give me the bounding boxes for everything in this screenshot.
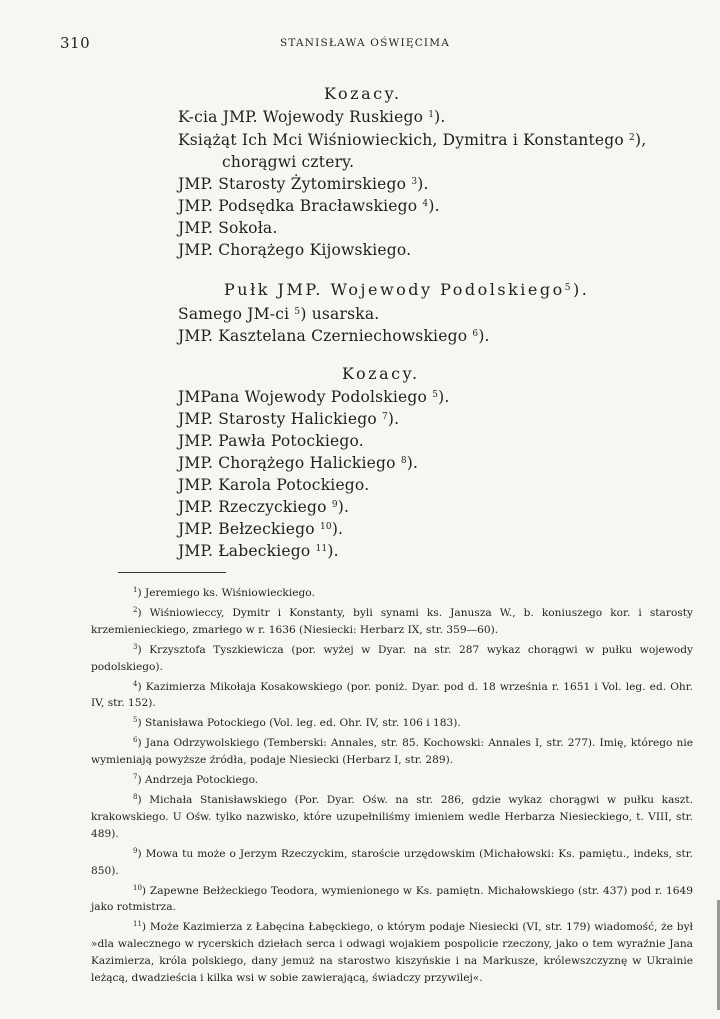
roster-line: K-cia JMP. Wojewody Ruskiego $^1$). bbox=[178, 108, 446, 126]
footnote: $^{10}$) Zapewne Bełżeckiego Teodora, wymienionego w Ks. pamiętn. Michałowskiego (str. 437) pod r. 1649 jako rotmistrza. bbox=[91, 883, 693, 914]
roster-line: JMPana Wojewody Podolskiego $^5$). bbox=[178, 388, 450, 406]
page-header bbox=[60, 34, 670, 54]
section-title: Pułk JMP. Wojewody Podolskiego$^5$). bbox=[224, 280, 590, 299]
roster-line: JMP. Chorążego Kijowskiego. bbox=[178, 241, 412, 259]
footnote: $^5$) Stanisława Potockiego (Vol. leg. ed. Ohr. IV, str. 106 i 183). bbox=[133, 716, 461, 730]
roster-line: JMP. Kasztelana Czerniechowskiego $^6$). bbox=[178, 327, 490, 345]
footnote: $^9$) Mowa tu może o Jerzym Rzeczyckim, staroście urzędowskim (Michałowski: Ks. pamiętu., indeks, str. 850). bbox=[91, 846, 693, 877]
roster-line: JMP. Bełzeckiego $^{10}$). bbox=[178, 520, 344, 538]
footnote: $^{11}$) Może Kazimierza z Łabęcina Łabęckiego, o którym podaje Niesiecki (VI, str. 179) wiadomość, że był »dla walecznego w rycerskich dziełach serca i odwagi wojakiem pospolicie rzeczony, jako o tem wyraźnie Jana Kazimierza, króla polskiego, dany jemuż na starostwo kiszyńskie i na Markusze, królewszczyznę w Ukrainie leżącą, dwadzieścia i kilka wsi w sobie zawierającą, świadczy przywilej«. bbox=[91, 920, 693, 985]
footnote: $^3$) Krzysztofa Tyszkiewicza (por. wyżej w Dyar. na str. 287 wykaz chorągwi w pułku wojewody podolskiego). bbox=[91, 642, 693, 673]
roster-line: JMP. Chorążego Halickiego $^8$). bbox=[178, 454, 419, 472]
footnote: $^4$) Kazimierza Mikołaja Kosakowskiego (por. poniż. Dyar. pod d. 18 września r. 1651 i Vol. leg. ed. Ohr. IV, str. 152). bbox=[91, 679, 693, 710]
footnote: $^1$) Jeremiego ks. Wiśniowieckiego. bbox=[133, 586, 315, 599]
roster-line: JMP. Starosty Żytomirskiego $^3$). bbox=[178, 175, 429, 193]
roster-line: Samego JM-ci $^5$) usarska. bbox=[178, 305, 380, 323]
roster-line: JMP. Rzeczyckiego $^9$). bbox=[178, 498, 350, 516]
roster-line: JMP. Karola Potockiego. bbox=[178, 476, 370, 494]
roster-line: Książąt Ich Mci Wiśniowieckich, Dymitra i Konstantego $^2$), bbox=[178, 131, 647, 149]
page-number: 310 bbox=[60, 34, 91, 52]
footnote: $^2$) Wiśniowieccy, Dymitr i Konstanty, byli synami ks. Janusza W., b. koniuszego kor. i starosty krzemienieckiego, zmarłego w r. 1636 (Niesiecki: Herbarz IX, str. 359—60). bbox=[91, 605, 693, 636]
roster-line: JMP. Podsędka Bracławskiego $^4$). bbox=[178, 197, 440, 215]
section-title: Kozacy. bbox=[342, 364, 420, 383]
footnote: $^6$) Jana Odrzywolskiego (Temberski: Annales, str. 85. Kochowski: Annales I, str. 277). Imię, którego nie wymieniają powyższe źródła, podaje Niesiecki (Herbarz I, str. 289). bbox=[91, 736, 693, 767]
roster-line: JMP. Łabeckiego $^{11}$). bbox=[178, 542, 339, 560]
roster-line: JMP. Pawła Potockiego. bbox=[178, 432, 364, 450]
footnote: $^8$) Michała Stanisławskiego (Por. Dyar. Ośw. na str. 286, gdzie wykaz chorągwi w pułku kaszt. krakowskiego. U Ośw. tylko nazwisko, które uzupełniliśmy imieniem wedle Herbarza Niesieckiego, t. VIII, str. 489). bbox=[91, 792, 693, 840]
footnotes bbox=[91, 582, 693, 987]
footnote: $^7$) Andrzeja Potockiego. bbox=[133, 773, 259, 787]
footnote-rule bbox=[118, 572, 226, 573]
running-head: STANISŁAWA OŚWIĘCIMA bbox=[279, 37, 451, 49]
section-title: Kozacy. bbox=[324, 84, 402, 103]
roster-line: JMP. Starosty Halickiego $^7$). bbox=[178, 410, 400, 428]
roster-line: chorągwi cztery. bbox=[222, 153, 355, 171]
roster-line: JMP. Sokoła. bbox=[178, 219, 278, 237]
